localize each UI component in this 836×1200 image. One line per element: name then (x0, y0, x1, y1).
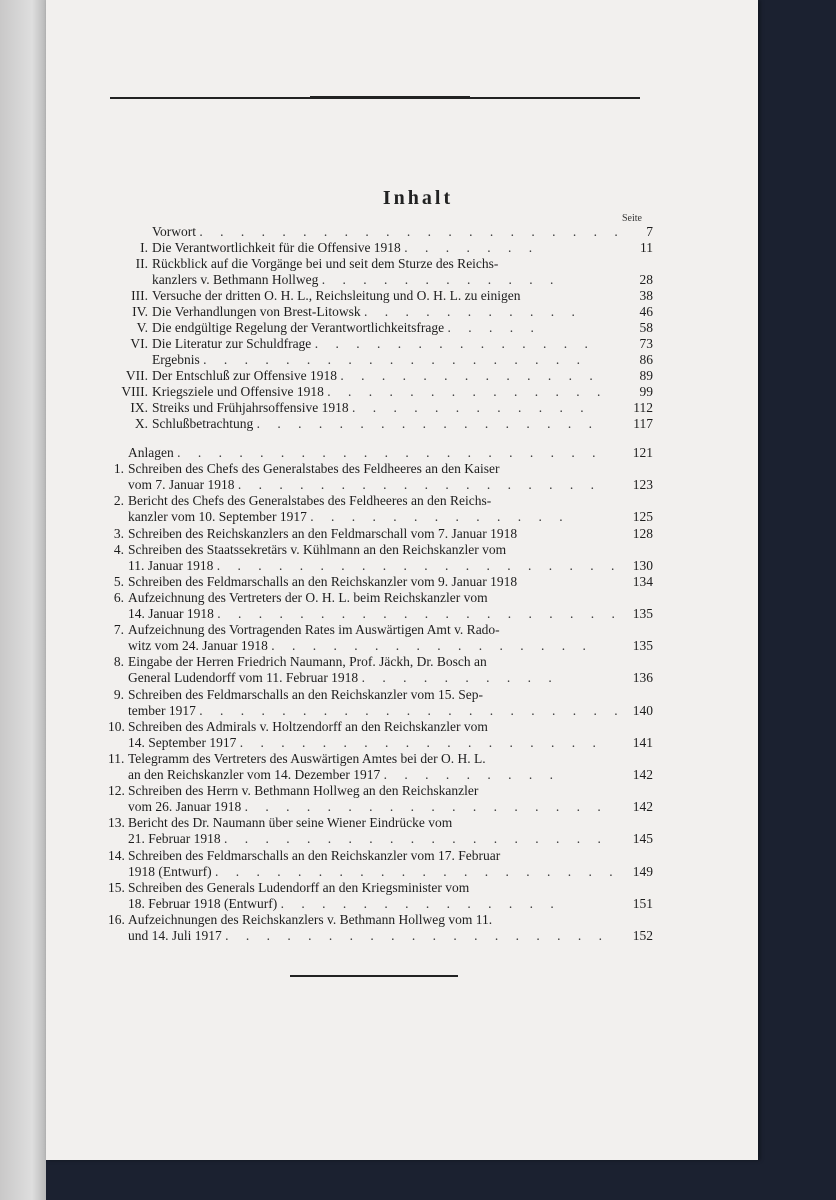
toc-leader-dots: . . . . . . . (404, 240, 540, 255)
toc-entry-page: 112 (633, 400, 653, 415)
toc-entry-title: Die Verantwortlichkeit für die Offensive 1918 (152, 240, 405, 255)
toc-entry-page: 135 (632, 606, 653, 621)
toc-leader-dots: . . . . . . . . . . . . . . . . . . . . . (199, 224, 625, 239)
toc-entry-title: Anlagen (128, 445, 178, 460)
toc-entry-title: witz vom 24. Januar 1918 (128, 638, 272, 654)
toc-entry-number: 10. (108, 718, 125, 734)
toc-entry (108, 751, 653, 767)
toc-entry-page: 135 (632, 638, 653, 654)
toc-entry-title: Der Entschluß zur Offensive 1918 (152, 368, 341, 383)
bottom-rule (290, 975, 458, 977)
toc-entry (108, 783, 653, 799)
toc-entry-number: 11. (108, 750, 125, 766)
toc-entry-page: 125 (632, 509, 653, 525)
toc-entry (108, 304, 653, 320)
toc-entry (108, 493, 653, 509)
toc-entry-number: IV. (132, 304, 148, 319)
toc-entry-page: 99 (639, 384, 653, 399)
toc-entry-title: Die endgültige Regelung der Verantwortlichkeitsfrage (152, 320, 448, 335)
toc-entry-title: Schlußbetrachtung (152, 416, 257, 431)
toc-entry (108, 256, 653, 272)
toc-entry-number: II. (135, 256, 148, 271)
toc-leader-dots: . . . . . . . . . . . . . . . . . . . . (214, 863, 620, 879)
toc-entry-title: Die Literatur zur Schuldfrage (152, 336, 315, 351)
toc-leader-dots: . . . . . . . . . . . . . . . . . . . . (216, 557, 622, 573)
toc-entry (108, 445, 653, 461)
toc-entry (108, 848, 653, 864)
toc-entry-number: 12. (108, 783, 125, 799)
toc-leader-dots: . . . . . . . . . . . . . . . . . . (237, 477, 601, 493)
toc-entry-page: 58 (639, 320, 653, 335)
toc-entry-title: und 14. Juli 1917 (128, 928, 226, 943)
toc-entry-title: Schreiben des Herrn v. Bethmann Hollweg an den Reichskanzler (128, 783, 479, 799)
toc-entry-title: Schreiben des Feldmarschalls an den Reichskanzler vom 15. Sep- (128, 686, 484, 702)
toc-entry (108, 703, 653, 719)
toc-entry-number: X. (134, 416, 148, 431)
toc-entry-number: VII. (125, 368, 148, 383)
toc-entry (108, 477, 653, 493)
toc-leader-dots: . . . . . . . . . . . . . . . . . . . . (217, 606, 622, 621)
toc-entry-number: 7. (113, 622, 124, 638)
toc-entry-page: 89 (639, 368, 653, 383)
toc-entry-title: Schreiben des Chefs des Generalstabes des Feldheeres an den Kaiser (128, 461, 500, 477)
toc-entry-title: Schreiben des Feldmarschalls an den Reichskanzler vom 9. Januar 1918 (128, 573, 518, 589)
toc-entry (108, 864, 653, 880)
toc-entry-title: Schreiben des Admirals v. Holtzendorff an den Reichskanzler vom (128, 718, 488, 734)
toc-entry-page: 149 (632, 863, 653, 879)
toc-entry-page: 121 (632, 445, 653, 460)
background-left-edge (0, 0, 46, 1200)
toc-leader-dots: . . . . . . . . . . . . . . (314, 336, 595, 351)
toc-entry-number: 9. (113, 686, 124, 702)
toc-entry-title: 18. Februar 1918 (Entwurf) (128, 895, 281, 911)
toc-entry (108, 799, 653, 815)
toc-leader-dots: . . . . . . . . . . . . . (340, 368, 600, 383)
toc-entry (108, 638, 653, 654)
toc-entry-title: Schreiben des Feldmarschalls an den Reichskanzler vom 17. Februar (128, 847, 501, 863)
toc-entry (108, 224, 653, 240)
toc-entry-title: 1918 (Entwurf) (128, 863, 215, 879)
toc-entry (108, 288, 653, 304)
toc-entry-number: IX. (130, 400, 148, 415)
toc-entry-page: 73 (639, 336, 653, 351)
toc-entry-page: 28 (639, 272, 653, 287)
toc-entry (108, 368, 653, 384)
toc-entry (108, 590, 653, 606)
toc-entry-title: Die Verhandlungen von Brest-Litowsk (152, 304, 364, 319)
toc-entry (108, 526, 653, 542)
toc-entry-page: 140 (632, 702, 653, 718)
toc-leader-dots: . . . . . . . . . . . (363, 304, 582, 319)
toc-leader-dots: . . . . . . . . . . . . . . (280, 895, 561, 911)
toc-entry-page: 130 (632, 557, 653, 573)
toc-entry-number: III. (131, 288, 148, 303)
toc-entry (108, 735, 653, 751)
toc-entry-number: 8. (113, 654, 124, 670)
toc-leader-dots: . . . . . . . . . . . . . (310, 509, 570, 525)
toc-entry-title: Bericht des Chefs des Generalstabes des Feldheeres an den Reichs- (128, 493, 492, 509)
toc-entry-title: vom 26. Januar 1918 (128, 799, 245, 815)
toc-entry-title: Telegramm des Vertreters des Auswärtigen Amtes bei der O. H. L. (128, 750, 486, 766)
toc-entry-title: tember 1917 (128, 702, 200, 718)
toc-entry-title: Rückblick auf die Vorgänge bei und seit dem Sturze des Reichs- (152, 256, 499, 271)
toc-entry (108, 352, 653, 368)
toc-entry-title: 11. Januar 1918 (128, 557, 217, 573)
toc-entry-number: 16. (108, 911, 125, 927)
toc-entry-page: 142 (632, 799, 653, 815)
toc-entry-number: V. (136, 320, 148, 335)
toc-entry-title: vom 7. Januar 1918 (128, 477, 238, 493)
toc-entry (108, 912, 653, 928)
toc-entry-page: 11 (640, 240, 653, 255)
toc-entry (108, 606, 653, 622)
toc-entry-title: Versuche der dritten O. H. L., Reichsleitung und O. H. L. zu einigen (152, 288, 521, 303)
toc-entry (108, 574, 653, 590)
toc-entry (108, 336, 653, 352)
page-column-label: Seite (622, 213, 642, 224)
toc-entry-number: 14. (108, 847, 125, 863)
toc-leader-dots: . . . . . . . . . (383, 767, 561, 782)
toc-entry-number: 13. (108, 815, 125, 831)
toc-entry-title: an den Reichskanzler vom 14. Dezember 1917 (128, 767, 384, 782)
toc-entry-title: 21. Februar 1918 (128, 831, 224, 847)
toc-entry (108, 509, 653, 525)
toc-leader-dots: . . . . . . . . . . . . (351, 400, 591, 415)
toc-entry-number: I. (140, 240, 148, 255)
toc-entry (108, 719, 653, 735)
page-title: Inhalt (382, 187, 454, 209)
toc-entry-title: Streiks und Frühjahrsoffensive 1918 (152, 400, 352, 415)
toc-entry (108, 896, 653, 912)
toc-entry-page: 117 (633, 416, 653, 431)
toc-entry (108, 622, 653, 638)
toc-entry (108, 461, 653, 477)
toc-entry (108, 654, 653, 670)
toc-entry-title: Schreiben des Staatssekretärs v. Kühlmann an den Reichskanzler vom (128, 541, 507, 557)
toc-entry (108, 831, 653, 847)
toc-entry-title: Eingabe der Herren Friedrich Naumann, Prof. Jäckh, Dr. Bosch an (128, 654, 487, 670)
toc-entry-number: 1. (113, 461, 124, 477)
toc-entry-page: 128 (632, 525, 653, 541)
toc-entry-page: 145 (632, 831, 653, 847)
toc-entry-page: 7 (646, 224, 653, 239)
toc-entry-number: 4. (113, 541, 124, 557)
toc-entry-page: 86 (639, 352, 653, 367)
toc-entry-title: 14. Januar 1918 (128, 606, 218, 621)
toc-entry-number: 15. (108, 879, 125, 895)
toc-entry (108, 687, 653, 703)
toc-entry (108, 670, 653, 686)
toc-entry-page: 141 (632, 734, 653, 750)
toc-entry-number: 6. (113, 589, 124, 605)
toc-entry (108, 400, 653, 416)
toc-entry-title: Kriegsziele und Offensive 1918 (152, 384, 328, 399)
toc-leader-dots: . . . . . (447, 320, 541, 335)
toc-entry-page: 46 (639, 304, 653, 319)
toc-leader-dots: . . . . . . . . . . . . . . (327, 384, 608, 399)
toc-entry-title: Vorwort (152, 224, 200, 239)
toc-entry-page: 38 (639, 288, 653, 303)
top-ornament-rule (110, 97, 640, 99)
toc-entry-title: 14. September 1917 (128, 734, 240, 750)
toc-leader-dots: . . . . . . . . . . . . . . . . . . . (223, 831, 608, 847)
toc-entry-page: 152 (632, 928, 653, 943)
toc-entry (108, 558, 653, 574)
toc-entry-title: Aufzeichnungen des Reichskanzlers v. Bethmann Hollweg vom 11. (128, 911, 493, 927)
toc-entry-number: 2. (113, 493, 124, 509)
toc-entry (108, 320, 653, 336)
toc-entry (108, 384, 653, 400)
toc-entry-number: VIII. (121, 384, 148, 399)
toc-entry (108, 542, 653, 558)
toc-leader-dots: . . . . . . . . . . . . . . . . . . . . . (177, 445, 603, 460)
toc-entry (108, 240, 653, 256)
toc-entry-page: 134 (632, 573, 653, 589)
toc-entry-page: 151 (632, 895, 653, 911)
toc-entry-page: 142 (632, 767, 653, 782)
toc-entry-title: Ergebnis (152, 352, 204, 367)
toc-entry (108, 272, 653, 288)
toc-leader-dots: . . . . . . . . . . . . . . . . . . . (225, 928, 610, 943)
toc-leader-dots: . . . . . . . . . . . . . . . . . . (244, 799, 608, 815)
toc-entry-number: 5. (113, 573, 124, 589)
toc-entry-number: VI. (130, 336, 148, 351)
toc-leader-dots: . . . . . . . . . . . . . . . . . . . (203, 352, 587, 367)
toc-entry-page: 136 (632, 670, 653, 686)
toc-entry (108, 767, 653, 783)
toc-entry-title: kanzlers v. Bethmann Hollweg (152, 272, 322, 287)
toc-entry (108, 880, 653, 896)
toc-entry-title: Schreiben des Reichskanzlers an den Feldmarschall vom 7. Januar 1918 (128, 525, 518, 541)
toc-leader-dots: . . . . . . . . . . . . (321, 272, 561, 287)
toc-entry (108, 928, 653, 944)
toc-entry (108, 416, 653, 432)
toc-entry-title: Aufzeichnung des Vortragenden Rates im Auswärtigen Amt v. Rado- (128, 622, 500, 638)
toc-entry-page: 123 (632, 477, 653, 493)
toc-entry-title: Aufzeichnung des Vertreters der O. H. L. beim Reichskanzler vom (128, 589, 488, 605)
toc-entry-number: 3. (113, 525, 124, 541)
toc-entry-title: Bericht des Dr. Naumann über seine Wiener Eindrücke vom (128, 815, 453, 831)
toc-leader-dots: . . . . . . . . . . . . . . . . (271, 638, 593, 654)
toc-leader-dots: . . . . . . . . . . . . . . . . . . . . . (199, 702, 625, 718)
toc-leader-dots: . . . . . . . . . . . . . . . . . (256, 416, 599, 431)
toc-entry-title: General Ludendorff vom 11. Februar 1918 (128, 670, 362, 686)
toc-entry-title: kanzler vom 10. September 1917 (128, 509, 311, 525)
toc-entry (108, 815, 653, 831)
toc-entry-title: Schreiben des Generals Ludendorff an den Kriegsminister vom (128, 879, 470, 895)
toc-leader-dots: . . . . . . . . . . . . . . . . . . (239, 734, 603, 750)
toc-leader-dots: . . . . . . . . . . (361, 670, 559, 686)
